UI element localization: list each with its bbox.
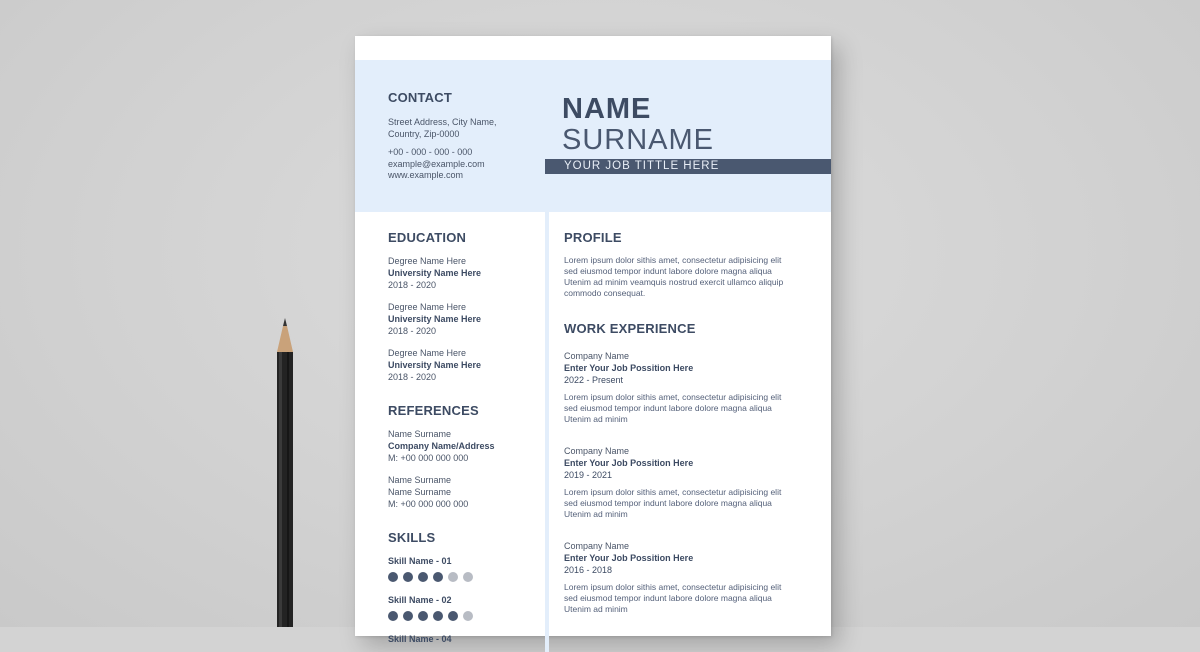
job-description: Lorem ipsum dolor sithis amet, consectetur adipisicing elit sed eiusmod tempor indunt labore dolore magna aliqua Utenim ad minim (564, 392, 782, 424)
skill-dot-filled (403, 572, 413, 582)
job-years: 2019 - 2021 (564, 470, 613, 480)
job-title-bar (545, 159, 831, 174)
name-block (562, 94, 831, 156)
contact-title: CONTACT (388, 90, 452, 105)
job-position: Enter Your Job Possition Here (564, 553, 694, 563)
skill-item (388, 555, 538, 584)
skill-dot-filled (448, 611, 458, 621)
skill-dot-empty (463, 611, 473, 621)
reference-company: Name Surname (388, 487, 452, 497)
job-years: 2016 - 2018 (564, 565, 613, 575)
education-title: EDUCATION (388, 230, 467, 245)
skill-name: Skill Name - 04 (388, 634, 452, 644)
degree-name: Degree Name Here (388, 302, 467, 312)
company-name: Company Name (564, 446, 630, 456)
skill-dot-filled (418, 572, 428, 582)
skill-dot-filled (433, 611, 443, 621)
university-name: University Name Here (388, 314, 482, 324)
skill-dot-empty (448, 572, 458, 582)
skill-dot-filled (388, 572, 398, 582)
reference-name: Name Surname (388, 429, 452, 439)
reference-phone: M: +00 000 000 000 (388, 453, 469, 463)
job-description: Lorem ipsum dolor sithis amet, consectetur adipisicing elit sed eiusmod tempor indunt labore dolore magna aliqua Utenim ad minim (564, 582, 782, 614)
right-column (564, 230, 814, 615)
work-item (564, 350, 814, 425)
skill-name: Skill Name - 02 (388, 595, 452, 605)
job-title: YOUR JOB TITTLE HERE (564, 160, 720, 172)
skill-dot-filled (388, 611, 398, 621)
degree-name: Degree Name Here (388, 348, 467, 358)
column-divider (545, 212, 549, 652)
education-years: 2018 - 2020 (388, 372, 437, 382)
education-item (388, 255, 538, 291)
reference-name: Name Surname (388, 475, 452, 485)
job-description: Lorem ipsum dolor sithis amet, consectetur adipisicing elit sed eiusmod tempor indunt labore dolore magna aliqua Utenim ad minim (564, 487, 782, 519)
skill-item (388, 594, 538, 623)
work-experience-title: WORK EXPERIENCE (564, 321, 696, 336)
company-name: Company Name (564, 351, 630, 361)
university-name: University Name Here (388, 268, 482, 278)
contact-section (388, 90, 558, 182)
skill-dot-filled (433, 572, 443, 582)
profile-title: PROFILE (564, 230, 622, 245)
first-name: NAME (562, 93, 652, 125)
contact-address: Street Address, City Name, Country, Zip-0000 (388, 117, 497, 139)
reference-item (388, 428, 538, 464)
work-item (564, 540, 814, 615)
reference-phone: M: +00 000 000 000 (388, 499, 469, 509)
skill-name: Skill Name - 01 (388, 556, 452, 566)
university-name: University Name Here (388, 360, 482, 370)
education-years: 2018 - 2020 (388, 280, 437, 290)
degree-name: Degree Name Here (388, 256, 467, 266)
education-years: 2018 - 2020 (388, 326, 437, 336)
skill-dot-filled (403, 611, 413, 621)
job-years: 2022 - Present (564, 375, 624, 385)
skill-rating (388, 572, 538, 584)
pencil-icon (275, 318, 295, 627)
profile-text: Lorem ipsum dolor sithis amet, consectetur adipisicing elit sed eiusmod tempor indunt labore dolore magna aliqua Utenim ad minim veamquis nostrud exercit ullamco aliquip commodo consequat. (564, 255, 784, 298)
skill-dot-empty (463, 572, 473, 582)
job-position: Enter Your Job Possition Here (564, 363, 694, 373)
last-name: SURNAME (562, 124, 715, 156)
resume-document (355, 36, 831, 644)
education-item (388, 347, 538, 383)
contact-phone: +00 - 000 - 000 - 000 (388, 147, 473, 157)
skill-rating (388, 611, 538, 623)
skill-dot-filled (418, 611, 428, 621)
education-item (388, 301, 538, 337)
job-position: Enter Your Job Possition Here (564, 458, 694, 468)
contact-email: example@example.com (388, 158, 485, 169)
skills-title: SKILLS (388, 530, 436, 545)
references-title: REFERENCES (388, 403, 479, 418)
company-name: Company Name (564, 541, 630, 551)
contact-website: www.example.com (388, 170, 464, 180)
left-column (388, 230, 538, 645)
work-item (564, 445, 814, 520)
reference-company: Company Name/Address (388, 441, 495, 451)
reference-item (388, 474, 538, 510)
skill-item (388, 633, 538, 645)
